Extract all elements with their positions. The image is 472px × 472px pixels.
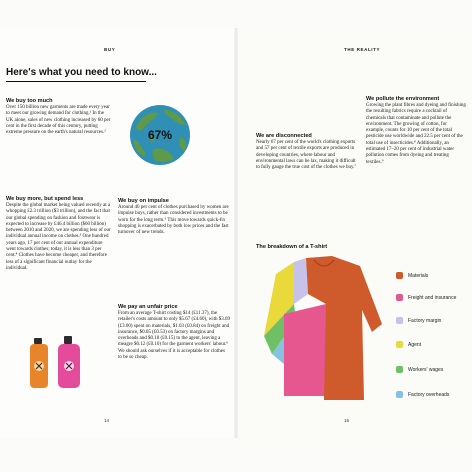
left-running-head: BUY — [104, 47, 116, 52]
block-buy-on-impulse — [118, 198, 230, 236]
detergent-bottles-illustration — [28, 336, 84, 390]
orange-bottle-icon — [30, 338, 48, 388]
globe-percentage-label: 67% — [147, 128, 173, 142]
block-heading: We are disconnected — [256, 133, 312, 139]
legend-swatch-agent — [396, 341, 403, 348]
legend-swatch-workers-wages — [396, 366, 403, 373]
block-text: Around 40 per cent of clothes purchased by women are impulse buys, rather than considered investments to be worn for the long term.⁵ This move towards quick-fix shopping is exacerbated by both low prices and the fast turnover of new trends. — [118, 205, 229, 236]
legend-swatch-factory-overheads — [396, 391, 403, 398]
block-text: Nearly 67 per cent of the world's clothing exports and 57 per cent of textile exports are produced in developing countries, where labour and environmental laws can be lax, making it difficult to fully gauge the true cost of the clothes we buy.⁷ — [256, 140, 357, 171]
legend-item — [396, 294, 456, 301]
legend-item — [396, 272, 428, 279]
title-underline — [6, 81, 146, 82]
legend-item — [396, 317, 441, 324]
block-disconnected — [256, 133, 360, 171]
legend-label: Materials — [408, 272, 429, 279]
block-heading: We pollute the environment — [366, 96, 440, 102]
block-heading: We pay an unfair price — [118, 304, 178, 310]
breakdown-title: The breakdown of a T-shirt — [256, 244, 328, 250]
legend-swatch-materials — [396, 272, 403, 279]
legend-item — [396, 341, 421, 348]
block-buy-too-much — [6, 98, 112, 136]
left-page-number: 14 — [104, 418, 110, 423]
block-heading: We buy too much — [6, 98, 53, 104]
legend-item — [396, 366, 443, 373]
globe-illustration — [128, 103, 192, 167]
tshirt-breakdown-illustration — [254, 254, 388, 404]
right-running-head: THE REALITY — [344, 47, 381, 52]
page-gutter — [234, 28, 238, 438]
block-pollute-environment — [366, 96, 466, 166]
legend-swatch-factory-margin — [396, 317, 403, 324]
block-heading: We buy on impulse — [118, 198, 169, 204]
legend-item — [396, 391, 449, 398]
block-text: Despite the global market being valued recently at a whopping £2.3 trillion ($3 trillion), and the fact that our global spending on fashion and footwear is expected to increase by £46.4 billion ($60 billion) between 2010 and 2020, we are spending less of our individual annual income on clothes.³ One hundred years ago, 17 per cent of our annual expenditure went towards clothes; today, it is less than 3 per cent.⁴ Clothes have become cheaper, and therefore less of a significant financial outlay for the individual. — [6, 203, 111, 271]
tshirt-sleeve-factory-margin — [294, 258, 308, 304]
legend-label: Factory overheads — [408, 391, 450, 398]
block-unfair-price — [118, 304, 230, 361]
block-text: Over 150 billion new garments are made every year to meet our growing demand for clothing.¹ In the UK alone, sales of new clothing increased by 60 per cent in the first decade of this century, putting extreme pressure on the earth's natural resources.² — [6, 105, 111, 136]
right-page-number: 15 — [344, 418, 350, 423]
block-buy-more-spend-less — [6, 196, 112, 272]
tshirt-body-freight — [284, 304, 328, 396]
legend-label: Workers' wages — [408, 366, 444, 373]
legend-label: Freight and insurance — [408, 294, 457, 301]
block-text: From an average T-shirt costing $14 (£11.37), the retailer's costs amount to only $5.67 (£4.60), with $3.69 (£3.00) spent on materials, $1.03 (£0.84) on freight and insurance, $0.65 (£0.53) on factory margins and overheads and $0.18 (£0.15) to the agent, leaving a meagre $0.12 (£0.10) for the garment workers' labour.⁶ We should ask ourselves if it is acceptable for clothes to be so cheap. — [118, 311, 230, 361]
legend-label: Agent — [408, 341, 422, 348]
block-heading: We buy more, but spend less — [6, 196, 84, 202]
block-text: Growing the plant fibres and dyeing and finishing the resulting fabrics require a cocktail of chemicals that contaminate and pollute the environment. The growing of cotton, for example, counts for 10 per cent of the total pesticide use worldwide and 22.5 per cent of the total use of insecticides.⁸ Additionally, an estimated 17–20 per cent of industrial water pollution comes from dyeing and treating textiles.⁹ — [366, 103, 466, 165]
pink-bottle-icon — [58, 336, 80, 388]
page-title: Here's what you need to know... — [6, 67, 157, 78]
legend-swatch-freight — [396, 294, 403, 301]
legend-label: Factory margin — [408, 317, 442, 324]
